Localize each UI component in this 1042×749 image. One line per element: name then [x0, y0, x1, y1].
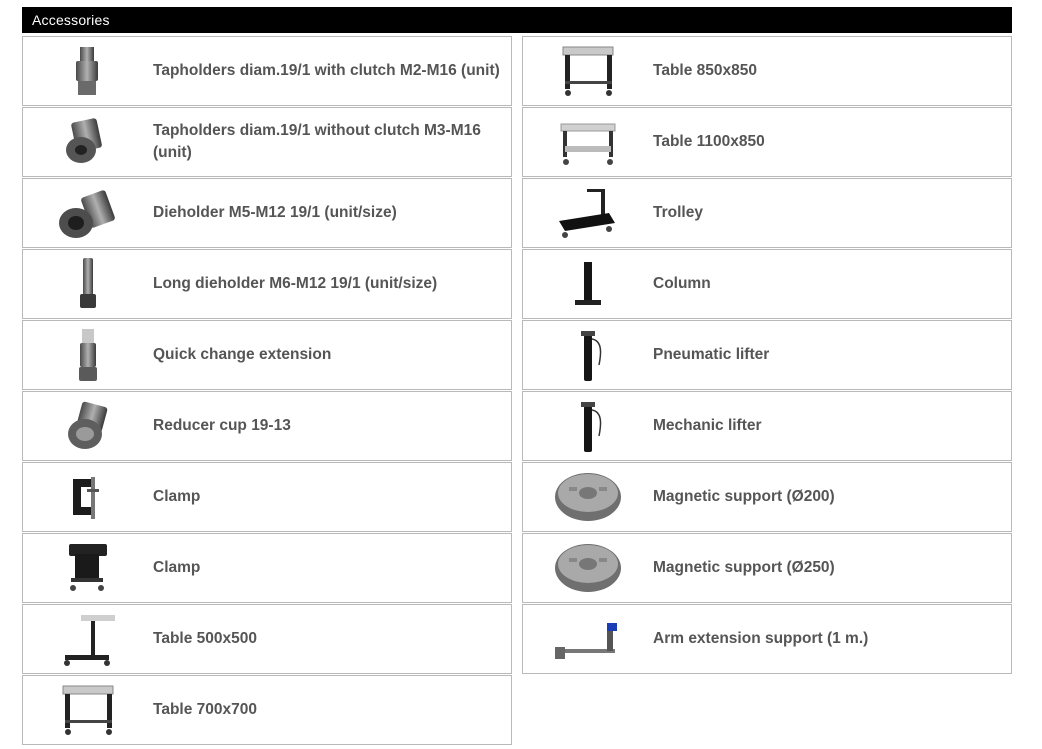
- accessory-item[interactable]: [22, 391, 512, 461]
- accessory-label: Reducer cup 19-13: [153, 417, 291, 434]
- accessory-label: Dieholder M5-M12 19/1 (unit/size): [153, 204, 397, 221]
- accessory-label: Mechanic lifter: [653, 417, 762, 434]
- arm-icon: [551, 609, 625, 669]
- accessory-item[interactable]: [522, 36, 1012, 106]
- accessory-item[interactable]: [22, 320, 512, 390]
- magnet-icon: [551, 467, 625, 527]
- reducer-icon: [51, 396, 125, 456]
- accessory-label: Arm extension support (1 m.): [653, 630, 869, 647]
- accessory-item[interactable]: [22, 249, 512, 319]
- accessory-label: Trolley: [653, 204, 703, 221]
- dieholder-icon: [51, 183, 125, 243]
- accessory-label: Pneumatic lifter: [653, 346, 770, 363]
- table-wide-icon: [551, 112, 625, 172]
- accessory-item[interactable]: [22, 675, 512, 745]
- accessory-label: Magnetic support (Ø250): [653, 559, 835, 576]
- accessory-item[interactable]: [22, 178, 512, 248]
- column-icon: [551, 254, 625, 314]
- accessory-item[interactable]: [522, 178, 1012, 248]
- accessory-label: Table 700x700: [153, 701, 257, 718]
- magnet-icon: [551, 538, 625, 598]
- accessory-label: Table 500x500: [153, 630, 257, 647]
- accessory-item[interactable]: [522, 391, 1012, 461]
- accessory-label: Table 1100x850: [653, 133, 765, 150]
- accessory-label: Long dieholder M6-M12 19/1 (unit/size): [153, 275, 438, 292]
- table-icon: [51, 680, 125, 740]
- lifter-icon: [551, 325, 625, 385]
- trolley-icon: [551, 183, 625, 243]
- accessory-item[interactable]: [522, 533, 1012, 603]
- section-title: Accessories: [32, 12, 110, 28]
- accessory-item[interactable]: [522, 107, 1012, 177]
- accessory-label: Column: [653, 275, 711, 292]
- accessory-label: Clamp: [153, 488, 201, 505]
- table-icon: [551, 41, 625, 101]
- accessories-column-right: [522, 36, 1012, 675]
- accessory-item[interactable]: [22, 36, 512, 106]
- accessory-label: Tapholders diam.19/1 with clutch M2-M16 (unit): [153, 62, 500, 79]
- accessory-label: Magnetic support (Ø200): [653, 488, 835, 505]
- clamp-stand-icon: [51, 538, 125, 598]
- c-clamp-icon: [51, 467, 125, 527]
- accessory-item[interactable]: [522, 462, 1012, 532]
- section-header: [22, 7, 1012, 33]
- tapholder-clutch-icon: [51, 41, 125, 101]
- lifter-icon: [551, 396, 625, 456]
- accessory-label: Clamp: [153, 559, 201, 576]
- accessory-label: Quick change extension: [153, 346, 332, 363]
- accessory-item[interactable]: [522, 249, 1012, 319]
- table-small-icon: [51, 609, 125, 669]
- accessory-item[interactable]: [522, 320, 1012, 390]
- long-dieholder-icon: [51, 254, 125, 314]
- tapholder-icon: [51, 112, 125, 172]
- accessory-label: Table 850x850: [653, 62, 757, 79]
- accessory-item[interactable]: [522, 604, 1012, 674]
- accessory-item[interactable]: [22, 533, 512, 603]
- accessory-item[interactable]: [22, 107, 512, 177]
- accessory-item[interactable]: [22, 462, 512, 532]
- accessory-label: Tapholders diam.19/1 without clutch M3-M16 (unit): [153, 122, 481, 161]
- accessory-item[interactable]: [22, 604, 512, 674]
- extension-icon: [51, 325, 125, 385]
- accessories-column-left: [22, 36, 512, 746]
